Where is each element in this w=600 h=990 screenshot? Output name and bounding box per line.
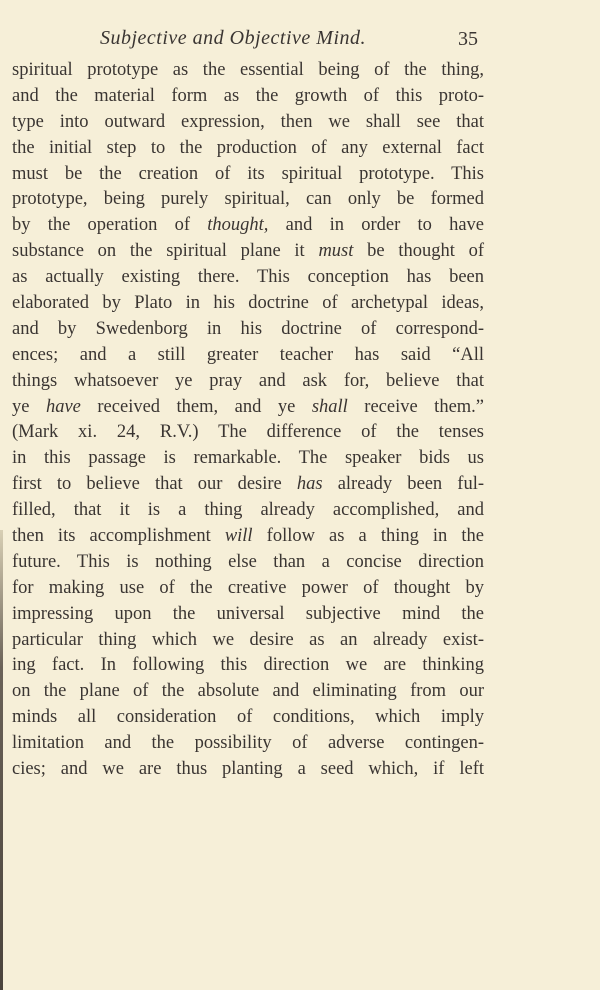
text-segment: ences; and a still greater teacher has said “All [12,344,484,365]
text-segment: already been ful- [322,474,484,495]
text-line [12,524,484,550]
text-segment: prototype, being purely spiritual, can only be formed [12,189,484,210]
text-segment: future. This is nothing else than a concise direction [12,551,484,572]
text-segment: for making use of the creative power of thought by [12,577,484,598]
text-segment: impressing upon the universal subjective mind the [12,603,484,624]
text-segment: by the operation of [12,215,208,236]
text-segment: particular thing which we desire as an already exist- [12,629,484,650]
text-segment: elaborated by Plato in his doctrine of archetypal ideas, [12,293,484,314]
text-segment: spiritual prototype as the essential being of the thing, [12,60,484,80]
text-line [12,757,484,783]
text-line [12,602,484,628]
text-line [12,84,484,110]
text-segment: in this passage is remarkable. The speaker bids us [12,448,484,469]
text-line [12,446,484,472]
text-segment: and in order to have [268,215,485,236]
text-segment: received them, and ye [80,396,312,417]
text-segment: (Mark xi. 24, R.V.) The difference of the tenses [12,422,484,443]
text-segment: things whatsoever ye pray and ask for, believe that [12,370,484,391]
italic-text: will [224,526,253,547]
text-segment: on the plane of the absolute and eliminating from our [12,681,484,702]
text-segment: follow as a thing in the [252,526,484,547]
text-line [12,395,484,421]
text-line [12,343,484,369]
text-segment: limitation and the possibility of adverse contingen- [12,733,484,754]
text-line [12,705,484,731]
text-line [12,136,484,162]
text-segment: cies; and we are thus planting a seed which, if left [12,759,484,780]
text-line [12,731,484,757]
text-segment: and the material form as the growth of this proto- [12,85,484,106]
text-line [12,187,484,213]
text-line [12,576,484,602]
text-line [12,110,484,136]
text-segment: minds all consideration of conditions, which imply [12,707,484,728]
text-segment: then its accomplishment [12,526,225,547]
text-segment: be thought of [353,241,485,262]
text-line [12,317,484,343]
text-segment: type into outward expression, then we shall see that [12,111,484,132]
italic-text: must [318,241,354,262]
text-segment: substance on the spiritual plane it [12,241,319,262]
text-segment: receive them.” [347,396,485,417]
text-line [12,498,484,524]
running-title: Subjective and Objective Mind. [100,27,367,49]
text-line [12,369,484,395]
text-segment: and by Swedenborg in his doctrine of correspond- [12,318,484,339]
body-text [12,58,484,783]
text-line [12,58,484,84]
text-line [12,291,484,317]
text-line [12,679,484,705]
text-line [12,550,484,576]
text-segment: ye [12,396,46,417]
text-line [12,162,484,188]
text-line [12,472,484,498]
text-segment: must be the creation of its spiritual prototype. This [12,163,484,184]
page-header [0,27,600,57]
page-binding-edge [0,530,3,990]
text-line [12,420,484,446]
text-line [12,265,484,291]
text-segment: filled, that it is a thing already accomplished, and [12,500,484,521]
page-number: 35 [458,28,478,50]
text-segment: the initial step to the production of any external fact [12,137,484,158]
text-line [12,653,484,679]
italic-text: thought, [207,215,269,236]
text-line [12,213,484,239]
text-segment: as actually existing there. This conception has been [12,267,484,288]
italic-text: shall [311,396,348,417]
italic-text: has [296,474,323,495]
text-line [12,239,484,265]
text-segment: first to believe that our desire [12,474,297,495]
text-segment: ing fact. In following this direction we are thinking [12,655,484,676]
text-line [12,628,484,654]
italic-text: have [45,396,81,417]
